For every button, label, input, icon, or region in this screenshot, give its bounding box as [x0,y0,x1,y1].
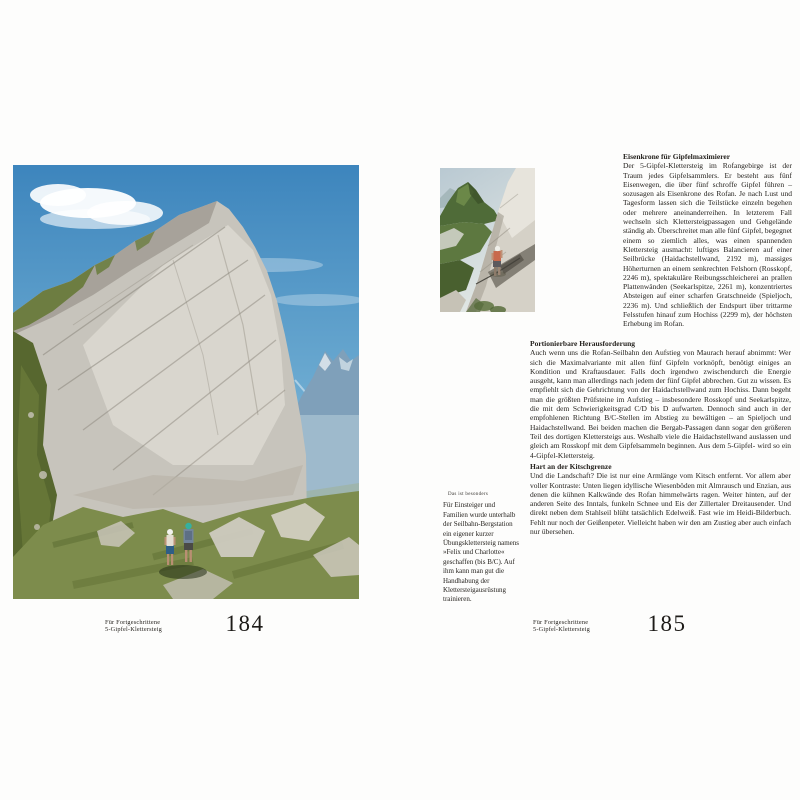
footer-label-line2: 5-Gipfel-Klettersteig [105,626,163,634]
section-body: Und die Landschaft? Die ist nur eine Armlänge vom Kitsch entfernt. Vor allem aber voller Kontraste: Unten liegen idyllische Wiesenböden mit Almrausch und Enzian, aus denen die kühnen Kalkwände des Rofan himmelwärts ragen. Weiter hinten, auf der anderen Seite des Inntals, funkeln Schnee und Eis der Zillertaler Dreitausender. Und direkt neben dem Stahlseil blüht tatsächlich Edelweiß. Fast wie im Heidi-Bilderbuch. Fehlt nur noch der Geißenpeter. Vielleicht haben wir den am Zustieg aber auch einfach nur übersehen. [530,471,791,537]
section-body: Auch wenn uns die Rofan-Seilbahn den Aufstieg von Maurach herauf abnimmt: Wer sich die Maximalvariante mit allen fünf Gipfeln vorknöpft, benötigt einiges an Kondition und Kraftausdauer. Falls doch irgendwo zwischendurch die Energie ausgeht, kann man allerdings nach jedem der fünf Gipfel abbrechen. Gut zu wissen. Es empfiehlt sich die Gehrichtung von der Haidachstellwand zum Hochiss. Dann begeht man die größten Prüfsteine im Aufstieg – insbesondere Rosskopf und Seekarlspitze, die mit dem Schwierigkeitsgrad C/D bis D aufwarten. Dennoch sind auch in der empfohlenen Richtung B/C-Stellen im Abstieg zu bewältigen – an Spieljoch und Haidachstellwand. Bei beiden machen die Bergab-Passagen dann sogar den größeren Teil des dortigen Klettersteigs aus. Weshalb viele die Haidachstellwand auslassen und gleich am Rosskopf mit dem Gipfelsammeln beginnen. Aus dem 5-Gipfel- wird so ein 4-Gipfel-Klettersteig. [530,348,791,460]
photo-caption [443,490,519,605]
section-body: Der 5-Gipfel-Klettersteig im Rofangebirge ist der Traum jedes Gipfelsammlers. Er besteht aus fünf Eisenwegen, die über fünf schroffe Gipfel führen – sozusagen als Eisenkrone des Rofan. Je nach Lust und Tagesform lassen sich die Teilstücke einzeln begehen oder mehrere aneinanderreihen. In letzterem Fall wechseln sich Klettersteigpassagen und Gehgelände ständig ab. Überschreitet man alle fünf Gipfel, begegnet einem so ziemlich alles, was einen spannenden Klettersteig ausmacht: luftiges Balancieren auf einer Seilbrücke (Haidachstellwand, 2192 m), massiges Höherturnen an einem senkrechten Felshorn (Rosskopf, 2246 m), spektakuläre Reibungsschleicherei an prallen Plattenwänden (Seekarlspitze, 2261 m), konzentriertes Absteigen auf einer scharfen Gratschneide (Spieljoch, 2236 m). Und schließlich der Endspurt über trittarme Felsstufen hinauf zum Hochiss (2299 m), der höchsten Erhebung im Rofan. [623,161,792,329]
left-page-number: 184 [225,611,265,636]
footer-label-line1: Für Fortgeschrittene [105,619,161,626]
footer-label-line2: 5-Gipfel-Klettersteig [533,626,591,634]
footer-label-line1: Für Fortgeschrittene [533,619,589,626]
section-eisenkrone [623,152,792,329]
caption-kicker: Das ist besonders [448,492,489,497]
section-portionierbar [530,339,791,460]
right-footer-label [533,619,590,634]
section-heading: Hart an der Kitschgrenze [530,462,612,471]
left-page-photo [13,165,359,599]
section-heading: Portionierbare Herausforderung [530,339,636,348]
right-page-number: 185 [647,611,687,636]
section-heading: Eisenkrone für Gipfelmaximierer [623,152,731,161]
section-kitschgrenze [530,462,791,536]
left-footer-label [105,619,162,634]
right-page-photo [440,168,535,312]
caption-body: Für Einsteiger und Familien wurde unterhalb der Seilbahn-Bergstation ein eigener kurzer Übungsklettersteig namens »Felix und Charlotte« geschaffen (bis B/C). Auf ihm kann man gut die Handhabung der Klettersteigausrüstung trainieren. [443,501,520,604]
